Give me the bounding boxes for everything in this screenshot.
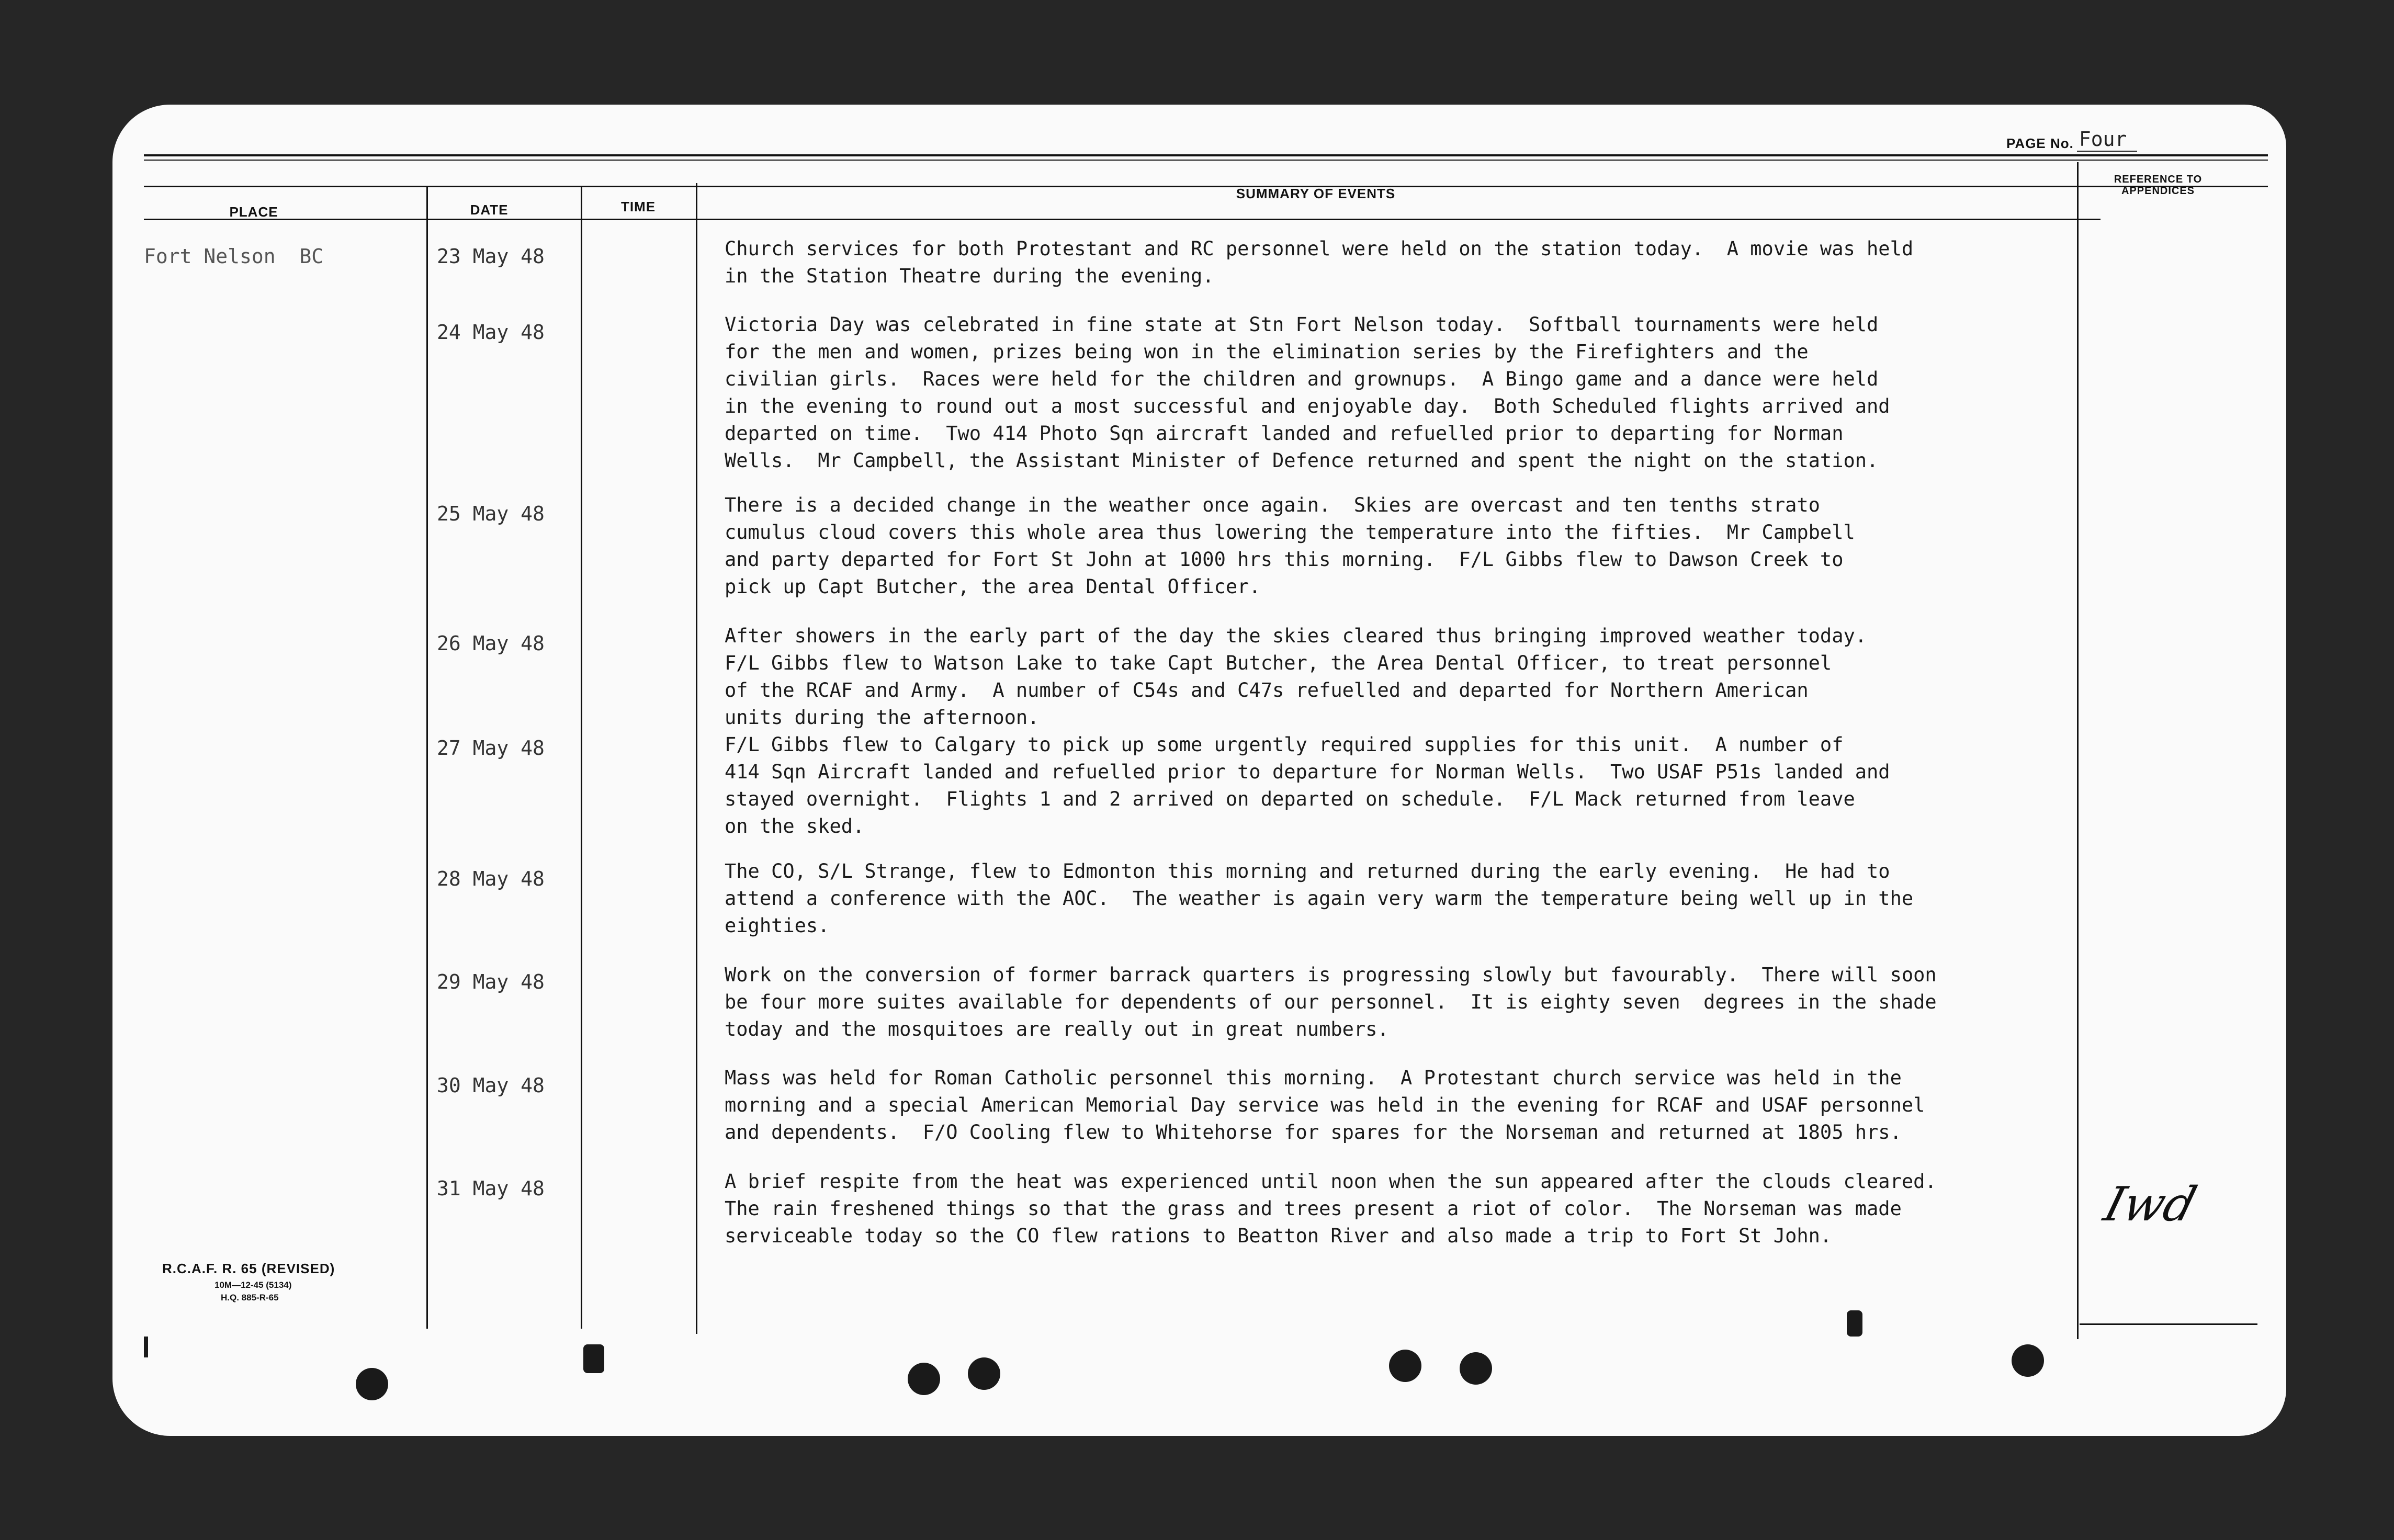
event-line: F/L Gibbs flew to Calgary to pick up some urgently required supplies for this unit. A number of [725, 733, 1844, 756]
date-cell: 25 May 48 [437, 502, 545, 525]
event-entry [725, 311, 2095, 474]
punch-hole [968, 1357, 1000, 1390]
event-entry [725, 731, 2095, 840]
column-divider-date-time [581, 186, 582, 1329]
event-line: 414 Sqn Aircraft landed and refuelled prior to departure for Norman Wells. Two USAF P51s landed and [725, 761, 1890, 783]
event-line: The CO, S/L Strange, flew to Edmonton this morning and returned during the early evening. He had to [725, 860, 1890, 882]
date-cell: 29 May 48 [437, 970, 545, 993]
event-entry [725, 235, 2095, 290]
event-line: and party departed for Fort St John at 1000 hrs this morning. F/L Gibbs flew to Dawson Creek to [725, 548, 1844, 571]
reference-bottom-rule [2080, 1323, 2257, 1325]
header-summary: SUMMARY OF EVENTS [1236, 186, 1396, 201]
event-line: pick up Capt Butcher, the area Dental Officer. [725, 575, 1261, 598]
header-bottom-rule [144, 219, 2101, 220]
event-line: Mass was held for Roman Catholic personnel this morning. A Protestant church service was held in the [725, 1067, 1902, 1089]
punch-hole [908, 1363, 940, 1395]
date-cell: 31 May 48 [437, 1177, 545, 1200]
event-line: today and the mosquitoes are really out in great numbers. [725, 1018, 1389, 1040]
event-line: on the sked. [725, 815, 865, 837]
punch-hole [1460, 1352, 1492, 1385]
date-cell: 28 May 48 [437, 867, 545, 890]
event-line: attend a conference with the AOC. The weather is again very warm the temperature being well up in the [725, 887, 1914, 910]
event-entry [725, 1065, 2095, 1146]
event-line: civilian girls. Races were held for the children and grownups. A Bingo game and a dance were held [725, 368, 1879, 390]
punch-hole [356, 1368, 388, 1400]
header-reference [2080, 174, 2237, 197]
event-line: be four more suites available for dependents of our personnel. It is eighty seven degrees in the shade [725, 991, 1937, 1013]
column-divider-time-summary [696, 183, 697, 1334]
event-line: Victoria Day was celebrated in fine state at Stn Fort Nelson today. Softball tournaments were held [725, 313, 1879, 336]
event-line: eighties. [725, 914, 830, 937]
column-divider-place-date [426, 186, 428, 1329]
event-line: Wells. Mr Campbell, the Assistant Minister of Defence returned and spent the night on the station. [725, 449, 1879, 472]
header-reference-line2: APPENDICES [2121, 185, 2195, 197]
event-line: F/L Gibbs flew to Watson Lake to take Capt Butcher, the Area Dental Officer, to treat personnel [725, 652, 1832, 674]
punch-hole [2012, 1344, 2044, 1377]
event-line: The rain freshened things so that the grass and trees present a riot of color. The Norseman was made [725, 1197, 1902, 1220]
event-line: serviceable today so the CO flew rations to Beatton River and also made a trip to Fort St John. [725, 1225, 1832, 1247]
scan-mark [144, 1337, 148, 1357]
header-date: DATE [470, 202, 509, 218]
event-line: in the Station Theatre during the evening. [725, 265, 1214, 287]
event-entry [725, 961, 2095, 1043]
event-entry [725, 622, 2095, 731]
date-cell: 26 May 48 [437, 632, 545, 655]
event-line: in the evening to round out a most successful and enjoyable day. Both Scheduled flights arrived and [725, 395, 1890, 417]
event-line: for the men and women, prizes being won in the elimination series by the Firefighters and the [725, 341, 1809, 363]
event-line: departed on time. Two 414 Photo Sqn aircraft landed and refuelled prior to departing for Norman [725, 422, 1844, 445]
officer-initials-signature: Iwd [2098, 1177, 2203, 1232]
form-hq-code: H.Q. 885-R-65 [221, 1293, 279, 1303]
form-sheet [112, 105, 2286, 1436]
event-line: There is a decided change in the weather once again. Skies are overcast and ten tenths strato [725, 494, 1820, 516]
event-line: morning and a special American Memorial Day service was held in the evening for RCAF and USAF personnel [725, 1094, 1925, 1116]
page-number-value: Four [2077, 128, 2138, 152]
event-line: cumulus cloud covers this whole area thus lowering the temperature into the fifties. Mr Campbell [725, 521, 1855, 543]
date-cell: 23 May 48 [437, 245, 545, 268]
form-reference [162, 1261, 335, 1303]
event-entry [725, 858, 2095, 939]
event-entry [725, 1168, 2095, 1250]
page-number [2006, 120, 2137, 152]
place-cell: Fort Nelson BC [144, 245, 324, 268]
form-print-code: 10M—12-45 (5134) [214, 1280, 292, 1290]
date-cell: 27 May 48 [437, 737, 545, 760]
date-cell: 24 May 48 [437, 321, 545, 344]
event-line: Church services for both Protestant and RC personnel were held on the station today. A movie was held [725, 237, 1914, 260]
punch-hole [1389, 1350, 1421, 1382]
event-line: units during the afternoon. [725, 706, 1040, 729]
header-place: PLACE [229, 204, 278, 220]
header-time: TIME [620, 199, 656, 214]
event-line: A brief respite from the heat was experienced until noon when the sun appeared after the clouds cleared. [725, 1170, 1937, 1193]
event-line: and dependents. F/O Cooling flew to Whitehorse for spares for the Norseman and returned at 1805 hrs. [725, 1121, 1902, 1143]
header-reference-line1: REFERENCE TO [2114, 174, 2203, 185]
top-rule [144, 154, 2268, 156]
scan-mark [583, 1344, 604, 1373]
page-number-label: PAGE No. [2006, 135, 2074, 151]
event-line: stayed overnight. Flights 1 and 2 arrived on departed on schedule. F/L Mack returned from leave [725, 788, 1855, 810]
event-entry [725, 492, 2095, 601]
scan-mark [1847, 1310, 1862, 1337]
form-number: R.C.A.F. R. 65 (REVISED) [162, 1261, 335, 1276]
event-line: Work on the conversion of former barrack quarters is progressing slowly but favourably. There will soon [725, 964, 1937, 986]
event-line: After showers in the early part of the day the skies cleared thus bringing improved weather today. [725, 625, 1867, 647]
date-cell: 30 May 48 [437, 1074, 545, 1097]
top-rule-thin [144, 160, 2268, 161]
event-line: of the RCAF and Army. A number of C54s and C47s refuelled and departed for Northern American [725, 679, 1809, 701]
